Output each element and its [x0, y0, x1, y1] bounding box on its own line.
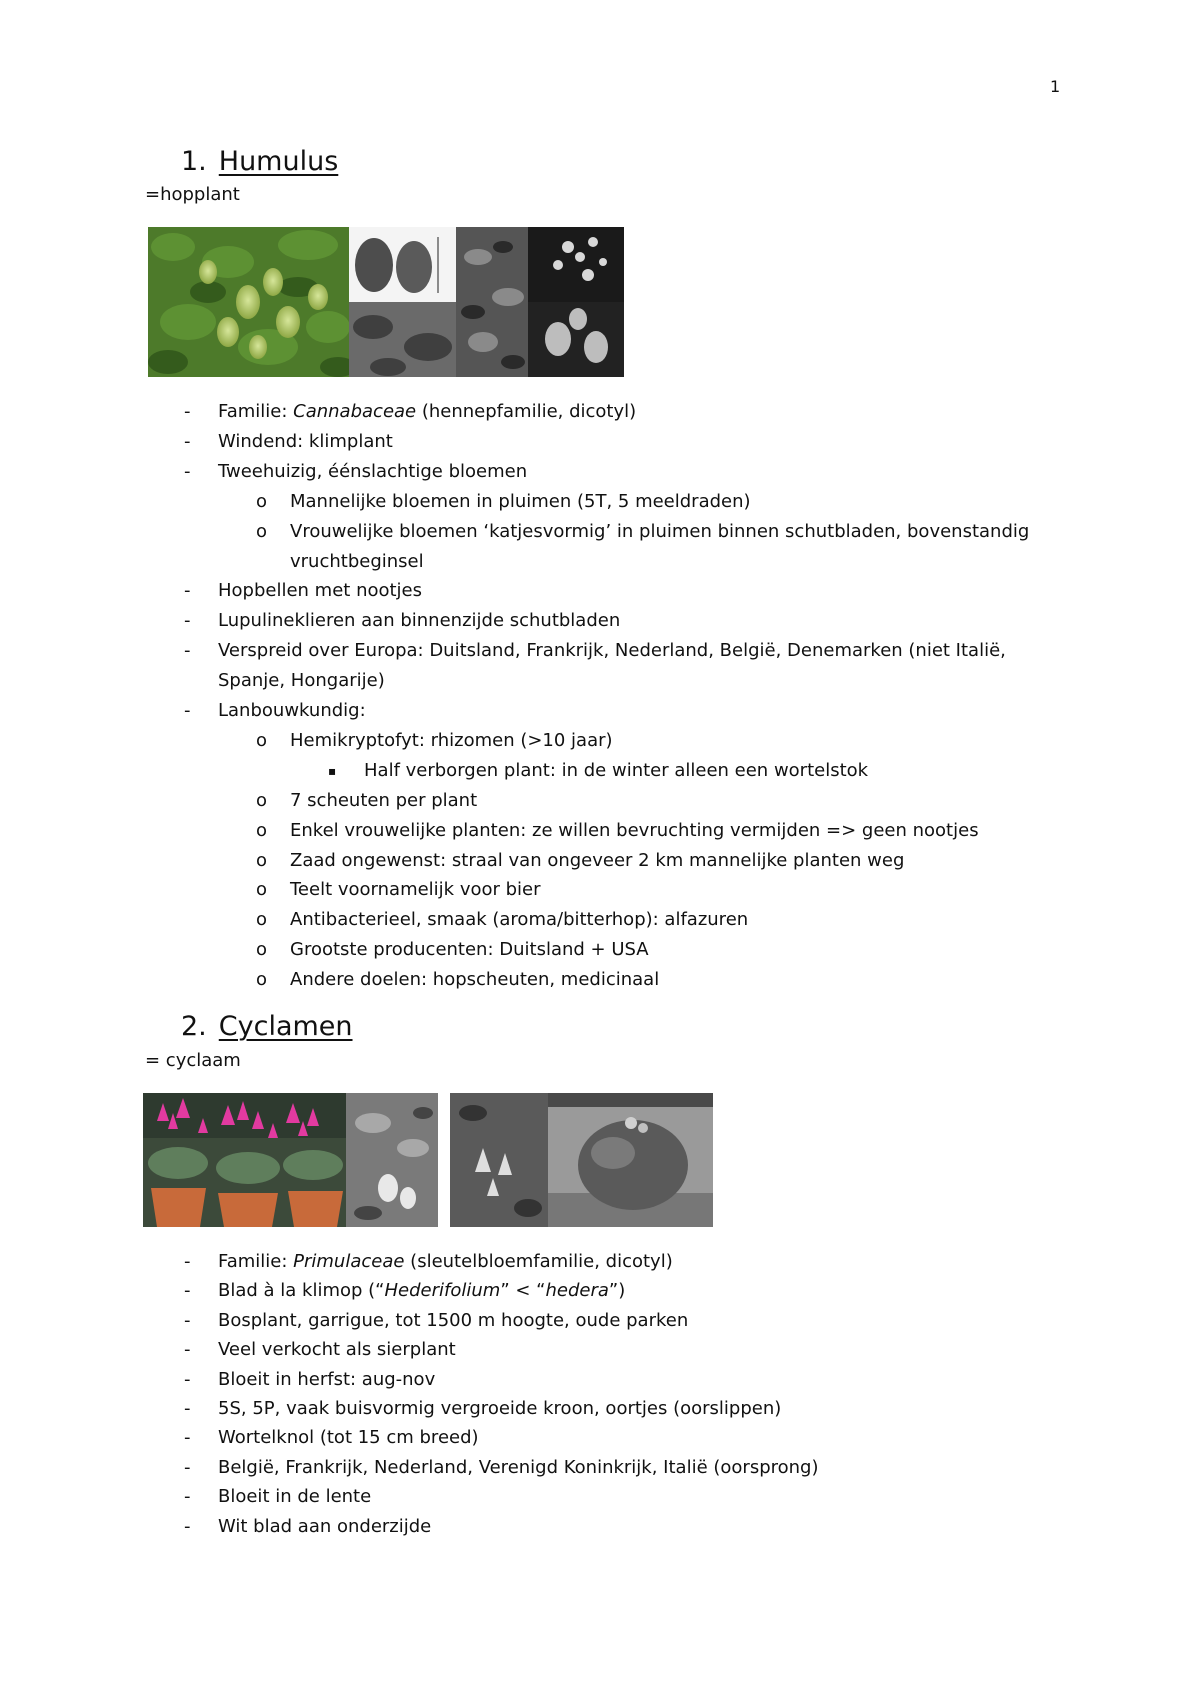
- list-marker: o: [256, 819, 268, 841]
- item-text: Familie:: [218, 1251, 294, 1272]
- list-marker: o: [256, 969, 268, 991]
- item-text: Hopbellen met nootjes: [218, 580, 423, 602]
- list-item: [290, 939, 649, 960]
- list-item: [218, 1427, 479, 1448]
- item-text: Zaad ongewenst: straal van ongeveer 2 km mannelijke planten weg: [290, 849, 905, 871]
- list-marker: -: [184, 1280, 191, 1302]
- list-marker: -: [184, 1368, 191, 1390]
- list-item: [290, 909, 748, 930]
- item-text: 5S, 5P, vaak buisvormig vergroeide kroon, oortjes (oorslippen): [218, 1398, 782, 1419]
- list-marker: -: [184, 1427, 191, 1449]
- item-text: Half verborgen plant: in de winter alleen een wortelstok: [364, 759, 869, 781]
- list-item: [218, 1457, 819, 1478]
- italic-text: Hederifolium: [384, 1280, 501, 1302]
- item-text: (sleutelbloemfamilie, dicotyl): [404, 1251, 673, 1272]
- item-text: Teelt voornamelijk voor bier: [290, 879, 541, 901]
- section-title: Humulus: [218, 146, 339, 177]
- list-item: [290, 521, 1029, 542]
- list-marker: -: [184, 401, 191, 422]
- list-item: [218, 1339, 456, 1360]
- list-marker: o: [256, 939, 268, 961]
- item-text: België, Frankrijk, Nederland, Verenigd Koninkrijk, Italië (oorsprong): [218, 1456, 819, 1478]
- item-text: Lupulineklieren aan binnenzijde schutbladen: [218, 610, 621, 632]
- list-item: [218, 580, 422, 601]
- item-text: Grootste producenten: Duitsland + USA: [290, 939, 649, 961]
- section-number: 1.: [181, 146, 207, 177]
- list-item: [218, 610, 620, 631]
- list-marker: ▪: [328, 763, 337, 778]
- item-text: Enkel vrouwelijke planten: ze willen bevruchting vermijden => geen nootjes: [290, 819, 979, 841]
- page-number: 1: [1050, 77, 1061, 96]
- list-marker: o: [256, 789, 268, 811]
- list-marker: o: [256, 490, 268, 512]
- item-text: Spanje, Hongarije): [218, 670, 385, 692]
- italic-text: Primulaceae: [293, 1251, 405, 1272]
- list-item: [218, 1280, 625, 1301]
- list-item: [218, 640, 1006, 661]
- hop-photo-collage: [148, 227, 624, 377]
- list-item: [218, 1486, 371, 1507]
- list-item: [290, 820, 979, 841]
- section-heading-cyclamen: [181, 1011, 353, 1042]
- item-text: (hennepfamilie, dicotyl): [416, 401, 637, 422]
- list-marker: -: [184, 430, 191, 452]
- list-item: [218, 1369, 435, 1390]
- section-title: Cyclamen: [218, 1011, 353, 1042]
- list-marker: o: [256, 879, 268, 901]
- item-text: Lanbouwkundig:: [218, 700, 366, 721]
- item-text: Verspreid over Europa: Duitsland, Frankrijk, Nederland, België, Denemarken (niet Italië,: [218, 640, 1006, 662]
- list-marker: -: [184, 1251, 191, 1272]
- list-marker: -: [184, 1456, 191, 1478]
- list-marker: o: [256, 909, 268, 931]
- item-text: 7 scheuten per plant: [290, 789, 478, 811]
- section-number: 2.: [181, 1011, 207, 1042]
- list-item: [290, 850, 904, 871]
- list-marker: o: [256, 849, 268, 871]
- item-text: Bloeit in herfst: aug-nov: [218, 1368, 436, 1390]
- list-marker: -: [184, 460, 191, 482]
- italic-text: Cannabaceae: [293, 401, 417, 422]
- list-item: [218, 700, 366, 721]
- item-text: Bosplant, garrigue, tot 1500 m hoogte, oude parken: [218, 1309, 689, 1331]
- item-text: Bloeit in de lente: [218, 1486, 372, 1508]
- list-marker: -: [184, 700, 191, 721]
- list-item: [290, 790, 477, 811]
- list-marker: -: [184, 1339, 191, 1361]
- item-text: Windend: klimplant: [218, 430, 393, 452]
- list-item: [290, 879, 541, 900]
- list-item: [290, 730, 613, 751]
- item-text: Blad à la klimop (“: [218, 1280, 385, 1302]
- item-text: Wit blad aan onderzijde: [218, 1515, 432, 1537]
- item-text: vruchtbeginsel: [290, 550, 424, 572]
- list-marker: o: [256, 520, 268, 542]
- list-marker: -: [184, 1486, 191, 1508]
- list-item: [218, 431, 393, 452]
- list-item: [290, 551, 424, 572]
- item-text: Mannelijke bloemen in pluimen (5T, 5 meeldraden): [290, 490, 751, 512]
- list-item: [290, 969, 659, 990]
- item-text: Vrouwelijke bloemen ‘katjesvormig’ in pluimen binnen schutbladen, bovenstandig: [290, 520, 1030, 542]
- section-synonym: =hopplant: [145, 184, 240, 205]
- list-marker: -: [184, 640, 191, 662]
- section-heading-humulus: [181, 146, 338, 177]
- item-text: Wortelknol (tot 15 cm breed): [218, 1427, 479, 1449]
- item-text: ”): [608, 1280, 626, 1302]
- item-text: Andere doelen: hopscheuten, medicinaal: [290, 969, 660, 991]
- list-item: [218, 1251, 673, 1272]
- item-text: Familie:: [218, 401, 294, 422]
- list-marker: -: [184, 1398, 191, 1419]
- item-text: Antibacterieel, smaak (aroma/bitterhop): alfazuren: [290, 909, 749, 931]
- list-item: [218, 1516, 431, 1537]
- item-text: Veel verkocht als sierplant: [218, 1339, 456, 1361]
- list-marker: o: [256, 729, 268, 751]
- list-marker: -: [184, 580, 191, 602]
- item-text: ” < “: [500, 1280, 546, 1302]
- list-item: [218, 1398, 781, 1419]
- cyclamen-photo-collage: [143, 1093, 713, 1227]
- list-marker: -: [184, 610, 191, 632]
- italic-text: hedera: [545, 1280, 609, 1302]
- list-item: [218, 1310, 688, 1331]
- list-marker: -: [184, 1515, 191, 1537]
- list-marker: -: [184, 1309, 191, 1331]
- list-item: [364, 760, 868, 781]
- item-text: Tweehuizig, éénslachtige bloemen: [218, 460, 528, 482]
- item-text: Hemikryptofyt: rhizomen (>10 jaar): [290, 729, 613, 751]
- list-item: [290, 491, 751, 512]
- list-item: [218, 670, 385, 691]
- section-synonym: = cyclaam: [145, 1050, 241, 1071]
- list-item: [218, 401, 636, 422]
- list-item: [218, 461, 527, 482]
